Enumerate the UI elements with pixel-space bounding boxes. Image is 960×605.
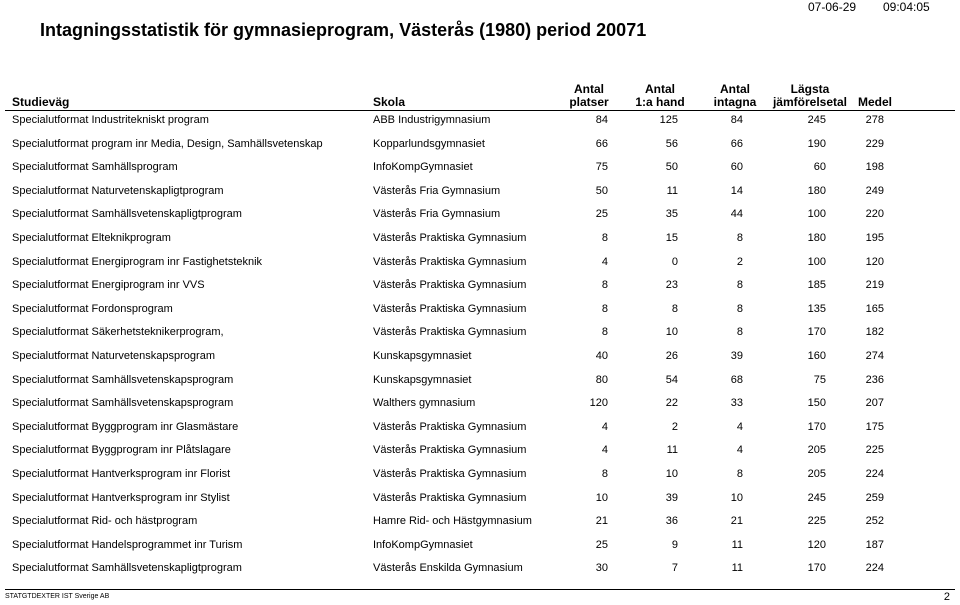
table-row bbox=[0, 395, 960, 411]
program-cell: Specialutformat Handelsprogrammet inr Turism bbox=[12, 538, 243, 551]
platser-cell: 25 bbox=[595, 538, 608, 551]
medel-cell: 224 bbox=[865, 562, 884, 575]
school-cell: Västerås Praktiska Gymnasium bbox=[373, 491, 527, 504]
lagsta-cell: 205 bbox=[807, 444, 826, 457]
school-cell: Västerås Praktiska Gymnasium bbox=[373, 279, 527, 292]
table-row bbox=[0, 277, 960, 293]
intagna-cell: 4 bbox=[736, 444, 743, 457]
intagna-cell: 68 bbox=[730, 373, 743, 386]
page-title: Intagningsstatistik för gymnasieprogram, Västerås (1980) period 20071 bbox=[40, 20, 647, 40]
table-row bbox=[0, 537, 960, 553]
forsta-hand-cell: 2 bbox=[671, 420, 678, 433]
platser-cell: 80 bbox=[595, 373, 608, 386]
column-header-intagna: Antal intagna bbox=[713, 82, 757, 109]
platser-cell: 10 bbox=[595, 491, 608, 504]
medel-cell: 220 bbox=[865, 208, 884, 221]
school-cell: InfoKompGymnasiet bbox=[373, 538, 473, 551]
platser-cell: 66 bbox=[595, 137, 608, 150]
lagsta-cell: 100 bbox=[807, 208, 826, 221]
school-cell: Västerås Fria Gymnasium bbox=[373, 184, 501, 197]
medel-cell: 198 bbox=[865, 161, 884, 174]
school-cell: Kopparlundsgymnasiet bbox=[373, 137, 485, 150]
lagsta-cell: 205 bbox=[807, 468, 826, 480]
medel-cell: 229 bbox=[865, 137, 884, 150]
column-header-skola: Skola bbox=[373, 95, 406, 109]
column-header-medel: Medel bbox=[858, 95, 893, 109]
table-row bbox=[0, 372, 960, 388]
program-cell: Specialutformat Samhällsvetenskapligtprogram bbox=[12, 562, 242, 575]
medel-cell: 165 bbox=[865, 302, 884, 315]
table-row bbox=[0, 324, 960, 340]
header-divider bbox=[5, 110, 955, 111]
table-row bbox=[0, 560, 960, 576]
forsta-hand-cell: 35 bbox=[665, 208, 678, 221]
forsta-hand-cell: 26 bbox=[665, 350, 678, 362]
intagna-cell: 4 bbox=[736, 420, 743, 433]
platser-cell: 4 bbox=[601, 255, 608, 268]
forsta-hand-cell: 8 bbox=[671, 302, 678, 315]
table-row bbox=[0, 136, 960, 152]
program-cell: Specialutformat Energiprogram inr Fastighetsteknik bbox=[12, 255, 263, 268]
intagna-cell: 66 bbox=[730, 137, 743, 150]
medel-cell: 175 bbox=[865, 420, 884, 433]
intagna-cell: 44 bbox=[730, 208, 743, 221]
medel-cell: 207 bbox=[865, 397, 884, 410]
lagsta-cell: 180 bbox=[807, 232, 826, 244]
program-cell: Specialutformat Energiprogram inr VVS bbox=[12, 279, 205, 292]
lagsta-cell: 150 bbox=[807, 397, 826, 410]
medel-cell: 278 bbox=[865, 114, 884, 126]
lagsta-cell: 60 bbox=[813, 161, 826, 174]
program-cell: Specialutformat Rid- och hästprogram bbox=[12, 515, 198, 528]
school-cell: Kunskapsgymnasiet bbox=[373, 373, 472, 386]
intagna-cell: 10 bbox=[730, 491, 743, 504]
table-row bbox=[0, 513, 960, 529]
lagsta-cell: 75 bbox=[813, 373, 826, 386]
medel-cell: 224 bbox=[865, 468, 884, 480]
school-cell: Västerås Praktiska Gymnasium bbox=[373, 468, 527, 480]
column-header-lagsta: Lägsta jämförelsetal bbox=[772, 82, 848, 109]
platser-cell: 84 bbox=[595, 114, 608, 126]
forsta-hand-cell: 125 bbox=[659, 114, 678, 126]
column-header-studievag: Studieväg bbox=[12, 95, 70, 109]
lagsta-cell: 120 bbox=[807, 538, 826, 551]
footer-source: STATGTDEXTER IST Sverige AB bbox=[5, 593, 110, 600]
medel-cell: 259 bbox=[865, 491, 884, 504]
platser-cell: 8 bbox=[601, 232, 608, 244]
lagsta-cell: 170 bbox=[807, 562, 826, 575]
program-cell: Specialutformat Byggprogram inr Plåtslagare bbox=[12, 444, 231, 457]
table-row bbox=[0, 206, 960, 222]
school-cell: Västerås Praktiska Gymnasium bbox=[373, 232, 527, 244]
column-header-forsta-hand: Antal 1:a hand bbox=[635, 82, 685, 109]
platser-cell: 50 bbox=[595, 184, 608, 197]
forsta-hand-cell: 56 bbox=[665, 137, 678, 150]
lagsta-cell: 135 bbox=[807, 302, 826, 315]
intagna-cell: 11 bbox=[731, 562, 743, 575]
forsta-hand-cell: 15 bbox=[665, 232, 678, 244]
school-cell: Hamre Rid- och Hästgymnasium bbox=[373, 515, 532, 528]
page-number: 2 bbox=[943, 591, 950, 603]
medel-cell: 195 bbox=[865, 232, 884, 244]
program-cell: Specialutformat Elteknikprogram bbox=[12, 232, 171, 244]
medel-cell: 249 bbox=[865, 184, 884, 197]
forsta-hand-cell: 7 bbox=[671, 562, 678, 575]
forsta-hand-cell: 11 bbox=[666, 444, 678, 457]
lagsta-cell: 170 bbox=[807, 326, 826, 339]
platser-cell: 8 bbox=[601, 279, 608, 292]
program-cell: Specialutformat Samhällsprogram bbox=[12, 161, 178, 174]
lagsta-cell: 100 bbox=[807, 255, 826, 268]
program-cell: Specialutformat Säkerhetsteknikerprogram, bbox=[12, 326, 224, 339]
school-cell: Kunskapsgymnasiet bbox=[373, 350, 472, 362]
platser-cell: 25 bbox=[595, 208, 608, 221]
column-header-platser: Antal platser bbox=[569, 82, 609, 109]
report-date: 07-06-29 bbox=[808, 0, 857, 14]
platser-cell: 4 bbox=[601, 420, 608, 433]
school-cell: Västerås Praktiska Gymnasium bbox=[373, 302, 527, 315]
table-row bbox=[0, 442, 960, 458]
medel-cell: 182 bbox=[865, 326, 884, 339]
forsta-hand-cell: 10 bbox=[665, 326, 678, 339]
intagna-cell: 21 bbox=[730, 515, 743, 528]
medel-cell: 120 bbox=[865, 255, 884, 268]
school-cell: ABB Industrigymnasium bbox=[373, 114, 491, 126]
medel-cell: 236 bbox=[865, 373, 884, 386]
school-cell: InfoKompGymnasiet bbox=[373, 161, 473, 174]
program-cell: Specialutformat Samhällsvetenskapligtprogram bbox=[12, 208, 242, 221]
program-cell: Specialutformat Hantverksprogram inr Stylist bbox=[12, 491, 230, 504]
program-cell: Specialutformat program inr Media, Design, Samhällsvetenskap bbox=[12, 137, 323, 150]
table-row bbox=[0, 183, 960, 199]
table-row bbox=[0, 301, 960, 317]
program-cell: Specialutformat Samhällsvetenskapsprogram bbox=[12, 397, 234, 410]
platser-cell: 4 bbox=[601, 444, 608, 457]
platser-cell: 75 bbox=[595, 161, 608, 174]
program-cell: Specialutformat Byggprogram inr Glasmästare bbox=[12, 420, 239, 433]
school-cell: Västerås Praktiska Gymnasium bbox=[373, 420, 527, 433]
platser-cell: 120 bbox=[589, 397, 608, 410]
school-cell: Västerås Praktiska Gymnasium bbox=[373, 326, 527, 339]
platser-cell: 40 bbox=[595, 350, 608, 362]
intagna-cell: 11 bbox=[731, 538, 743, 551]
lagsta-cell: 245 bbox=[807, 114, 826, 126]
lagsta-cell: 160 bbox=[807, 350, 826, 362]
intagna-cell: 8 bbox=[736, 232, 743, 244]
school-cell: Walthers gymnasium bbox=[373, 397, 476, 410]
forsta-hand-cell: 23 bbox=[665, 279, 678, 292]
program-cell: Specialutformat Industritekniskt program bbox=[12, 114, 209, 126]
report-time: 09:04:05 bbox=[883, 0, 930, 14]
intagna-cell: 14 bbox=[730, 184, 743, 197]
intagna-cell: 8 bbox=[736, 326, 743, 339]
intagna-cell: 8 bbox=[736, 302, 743, 315]
table-row bbox=[0, 112, 960, 128]
platser-cell: 8 bbox=[601, 302, 608, 315]
lagsta-cell: 185 bbox=[807, 279, 826, 292]
table-row bbox=[0, 159, 960, 175]
lagsta-cell: 225 bbox=[807, 515, 826, 528]
forsta-hand-cell: 50 bbox=[665, 161, 678, 174]
table-row bbox=[0, 230, 960, 246]
intagna-cell: 39 bbox=[730, 350, 743, 362]
forsta-hand-cell: 22 bbox=[665, 397, 678, 410]
platser-cell: 30 bbox=[595, 562, 608, 575]
medel-cell: 225 bbox=[865, 444, 884, 457]
table-row bbox=[0, 254, 960, 270]
table-row bbox=[0, 490, 960, 506]
lagsta-cell: 170 bbox=[807, 420, 826, 433]
program-cell: Specialutformat Naturvetenskapsprogram bbox=[12, 350, 215, 362]
forsta-hand-cell: 11 bbox=[666, 184, 678, 197]
school-cell: Västerås Praktiska Gymnasium bbox=[373, 255, 527, 268]
platser-cell: 21 bbox=[595, 515, 608, 528]
forsta-hand-cell: 36 bbox=[665, 515, 678, 528]
program-cell: Specialutformat Naturvetenskapligtprogram bbox=[12, 184, 224, 197]
table-row bbox=[0, 348, 960, 364]
intagna-cell: 8 bbox=[736, 279, 743, 292]
forsta-hand-cell: 54 bbox=[665, 373, 678, 386]
intagna-cell: 33 bbox=[730, 397, 743, 410]
program-cell: Specialutformat Fordonsprogram bbox=[12, 302, 173, 315]
medel-cell: 219 bbox=[865, 279, 884, 292]
school-cell: Västerås Praktiska Gymnasium bbox=[373, 444, 527, 457]
platser-cell: 8 bbox=[601, 326, 608, 339]
intagna-cell: 84 bbox=[730, 114, 743, 126]
footer-divider bbox=[5, 589, 955, 590]
table-row bbox=[0, 419, 960, 435]
program-cell: Specialutformat Hantverksprogram inr Florist bbox=[12, 468, 231, 480]
intagna-cell: 60 bbox=[730, 161, 743, 174]
medel-cell: 274 bbox=[865, 350, 884, 362]
lagsta-cell: 245 bbox=[807, 491, 826, 504]
forsta-hand-cell: 10 bbox=[665, 468, 678, 480]
intagna-cell: 2 bbox=[736, 255, 743, 268]
school-cell: Västerås Fria Gymnasium bbox=[373, 208, 501, 221]
forsta-hand-cell: 0 bbox=[671, 255, 678, 268]
lagsta-cell: 190 bbox=[807, 137, 826, 150]
program-cell: Specialutformat Samhällsvetenskapsprogram bbox=[12, 373, 234, 386]
forsta-hand-cell: 9 bbox=[671, 538, 678, 551]
lagsta-cell: 180 bbox=[807, 184, 826, 197]
intagna-cell: 8 bbox=[736, 468, 743, 480]
table-row bbox=[0, 466, 960, 482]
medel-cell: 187 bbox=[865, 538, 884, 551]
forsta-hand-cell: 39 bbox=[665, 491, 678, 504]
platser-cell: 8 bbox=[601, 468, 608, 480]
school-cell: Västerås Enskilda Gymnasium bbox=[373, 562, 523, 575]
medel-cell: 252 bbox=[865, 515, 884, 528]
